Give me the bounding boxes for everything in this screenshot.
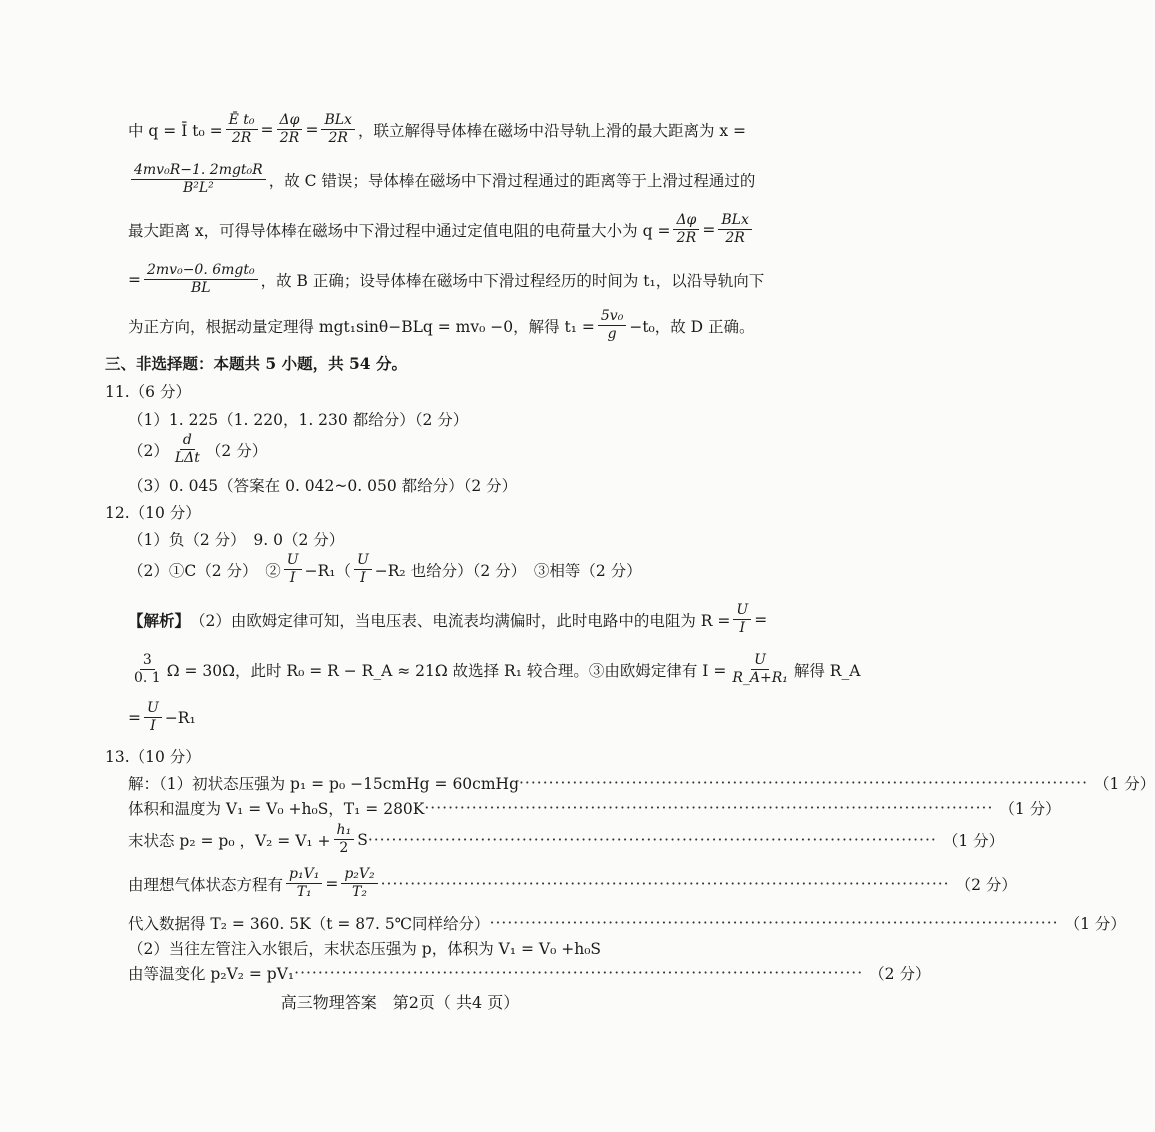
fraction: $\frac{U}{\text{R\_A+R₁}}$ — [732, 652, 788, 686]
fraction: $\frac{U}{I}$ — [733, 602, 751, 637]
q13-row-6: （2）当往左管注入水银后，末状态压强为 p，体积为 V₁ = V₀ +h₀S — [128, 940, 602, 958]
fraction: $\frac{\text{5v₀}}{g}$ — [598, 308, 626, 343]
fraction: $\frac{d}{\text{LΔt}}$ — [174, 432, 200, 466]
fraction: $\frac{\text{p₂V₂}}{\text{T₂}}$ — [341, 866, 377, 901]
text-line-5 — [128, 308, 755, 343]
score: （2 分） — [869, 965, 931, 983]
page-footer: 高三物理答案 第2页（ 共4 页） — [280, 993, 520, 1012]
text: 最大距离 x，可得导体棒在磁场中下滑过程中通过定值电阻的电荷量大小为 q = — [128, 221, 671, 240]
fraction: $\frac{\Delta\varphi}{2R}$ — [277, 112, 303, 147]
fraction: $\frac{3}{0. 1}$ — [134, 652, 161, 686]
section-heading: 三、非选择题：本题共 5 小题，共 54 分。 — [105, 354, 407, 373]
fraction: $\frac{\text{2mv₀−0. 6mgt₀}}{BL}$ — [144, 262, 258, 297]
q12-answer-1: （1）负（2 分） 9. 0（2 分） — [128, 531, 345, 549]
q13-row-1: 解：（1）初状态压强为 p₁ = p₀ −15cmHg = 60cmHg ································································································ （1 分） — [128, 774, 1155, 793]
text: ，故 C 错误；导体棒在磁场中下滑过程通过的距离等于上滑过程通过的 — [268, 171, 756, 190]
fraction: $\frac{\text{BLx}}{2R}$ — [321, 112, 354, 147]
q12-explanation-1: 【解析】 （2）由欧姆定律可知，当电压表、电流表均满偏时，此时电路中的电阻为 R = $\frac{U}{I}$ = — [128, 602, 768, 636]
fraction: $\frac{\text{4mv₀R−1. 2mgt₀R}}{\text{B²L²}}$ — [131, 162, 266, 197]
text-line-3: 最大距离 x，可得导体棒在磁场中下滑过程中通过定值电阻的电荷量大小为 q = $\frac{\Delta\varphi}{2R}$ = $\frac{\text{BLx}}{2R}$ — [128, 212, 755, 247]
fraction: $\frac{U}{I}$ — [284, 552, 302, 587]
score: （1 分） — [999, 800, 1061, 818]
fraction: $\frac{U}{I}$ — [144, 700, 162, 735]
q11-answer-2: （2） $\frac{d}{\text{LΔt}}$ （2 分） — [128, 432, 268, 466]
score: （2 分） — [955, 875, 1017, 894]
text-line-1: 中 q = Ī t₀ = $\frac{\text{Ē t₀}}{2R}$ = $\frac{\Delta\varphi}{2R}$ = $\frac{\text{BLx}}{2R}$ ，联立解得导体棒在磁场中沿导轨上滑的最大距离为 x = — [128, 112, 747, 146]
q13-row-5: 代入数据得 T₂ = 360. 5K（t = 87. 5℃同样给分） ································································································ （1 分） — [128, 914, 1126, 933]
q11-answer-1: （1）1. 225（1. 220，1. 230 都给分）（2 分） — [128, 411, 469, 429]
fraction: $\frac{\Delta\varphi}{2R}$ — [673, 212, 699, 247]
score: （1 分） — [942, 831, 1005, 850]
q11-answer-3: （3）0. 045（答案在 0. 042~0. 050 都给分）（2 分） — [128, 477, 518, 495]
text: 中 q = Ī t₀ = — [128, 121, 223, 140]
q13-row-3: 末状态 p₂ = p₀ ，V₂ = V₁ + $\frac{\text{h₁}}{2}$ S ································································································ （1 分） — [128, 822, 1005, 856]
fraction: $\frac{U}{I}$ — [354, 552, 372, 587]
text-line-2 — [128, 162, 755, 197]
explanation-label: 【解析】 — [128, 610, 191, 630]
q13-row-7: 由等温变化 p₂V₂ = pV₁ ································································································ （2 分） — [128, 964, 931, 983]
fraction: $\frac{\text{Ē t₀}}{2R}$ — [226, 112, 258, 147]
text: ，故 B 正确；设导体棒在磁场中下滑过程经历的时间为 t₁，以沿导轨向下 — [260, 271, 765, 290]
q13-row-2: 体积和温度为 V₁ = V₀ +h₀S，T₁ = 280K ································································································ （1 分） — [128, 799, 1061, 818]
score: （1 分） — [1094, 775, 1155, 793]
q13-row-4: 由理想气体状态方程有 $\frac{\text{p₁V₁}}{\text{T₁}}$ = $\frac{\text{p₂V₂}}{\text{T₂}}$ ································································································ （2 分） — [128, 866, 1017, 900]
fraction: $\frac{\text{p₁V₁}}{\text{T₁}}$ — [286, 866, 322, 901]
q12-answer-2: （2）①C（2 分） ② $\frac{U}{I}$ −R₁（ $\frac{U}{I}$ −R₂ 也给分）（2 分） ③相等（2 分） — [128, 552, 642, 586]
question-13-number: 13.（10 分） — [105, 748, 201, 766]
text: ，联立解得导体棒在磁场中沿导轨上滑的最大距离为 x = — [357, 121, 747, 140]
fraction: $\frac{\text{h₁}}{2}$ — [334, 822, 355, 857]
q12-explanation-3: = $\frac{U}{I}$ −R₁ — [128, 700, 196, 734]
text-line-4: = $\frac{\text{2mv₀−0. 6mgt₀}}{BL}$ ，故 B 正确；设导体棒在磁场中下滑过程经历的时间为 t₁，以沿导轨向下 — [128, 262, 765, 296]
q12-explanation-2: $\frac{3}{0. 1}$ Ω = 30Ω，此时 R₀ = R − R_A ≈ 21Ω 故选择 R₁ 较合理。③由欧姆定律有 I = $\frac{U}{\text{R\_A+R₁}}$ 解得 R_A — [128, 652, 860, 687]
text: 为正方向，根据动量定理得 mgt₁sinθ−BLq = mv₀ −0，解得 t₁ = — [128, 317, 595, 336]
question-12-number: 12.（10 分） — [105, 504, 201, 522]
score: （1 分） — [1064, 915, 1126, 933]
text: −t₀，故 D 正确。 — [629, 317, 755, 336]
question-11-number: 11.（6 分） — [105, 383, 191, 401]
fraction: $\frac{\text{BLx}}{2R}$ — [718, 212, 751, 247]
